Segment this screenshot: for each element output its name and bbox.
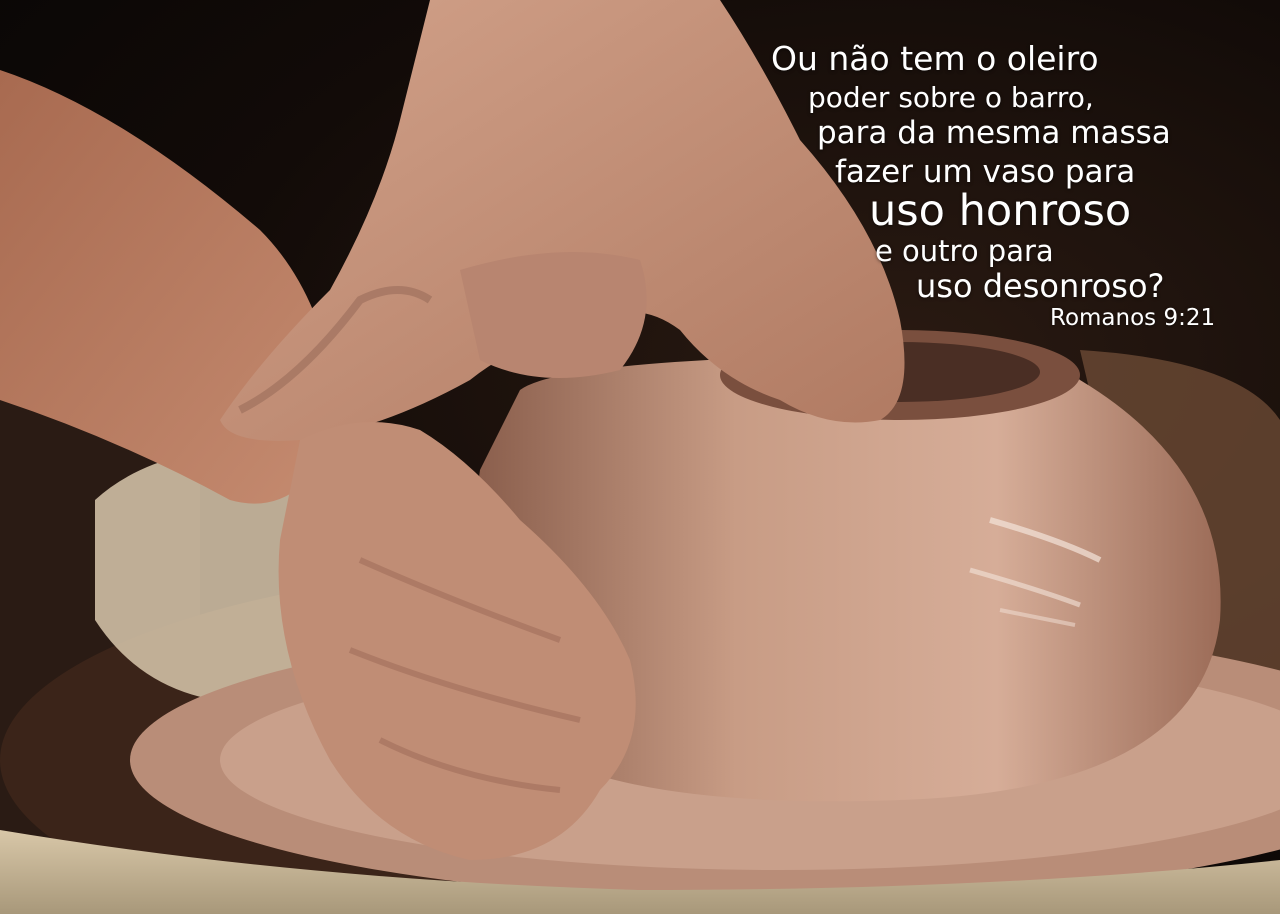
verse-line-5-emphasis: uso honroso: [869, 186, 1132, 236]
verse-line-7: uso desonroso?: [916, 267, 1165, 305]
verse-line-3: para da mesma massa: [817, 115, 1171, 151]
verse-line-6: e outro para: [875, 234, 1054, 268]
verse-line-2: poder sobre o barro,: [808, 81, 1094, 114]
verse-line-1: Ou não tem o oleiro: [771, 39, 1099, 78]
verse-line-4: fazer um vaso para: [835, 154, 1136, 190]
verse-reference: Romanos 9:21: [1050, 305, 1216, 331]
